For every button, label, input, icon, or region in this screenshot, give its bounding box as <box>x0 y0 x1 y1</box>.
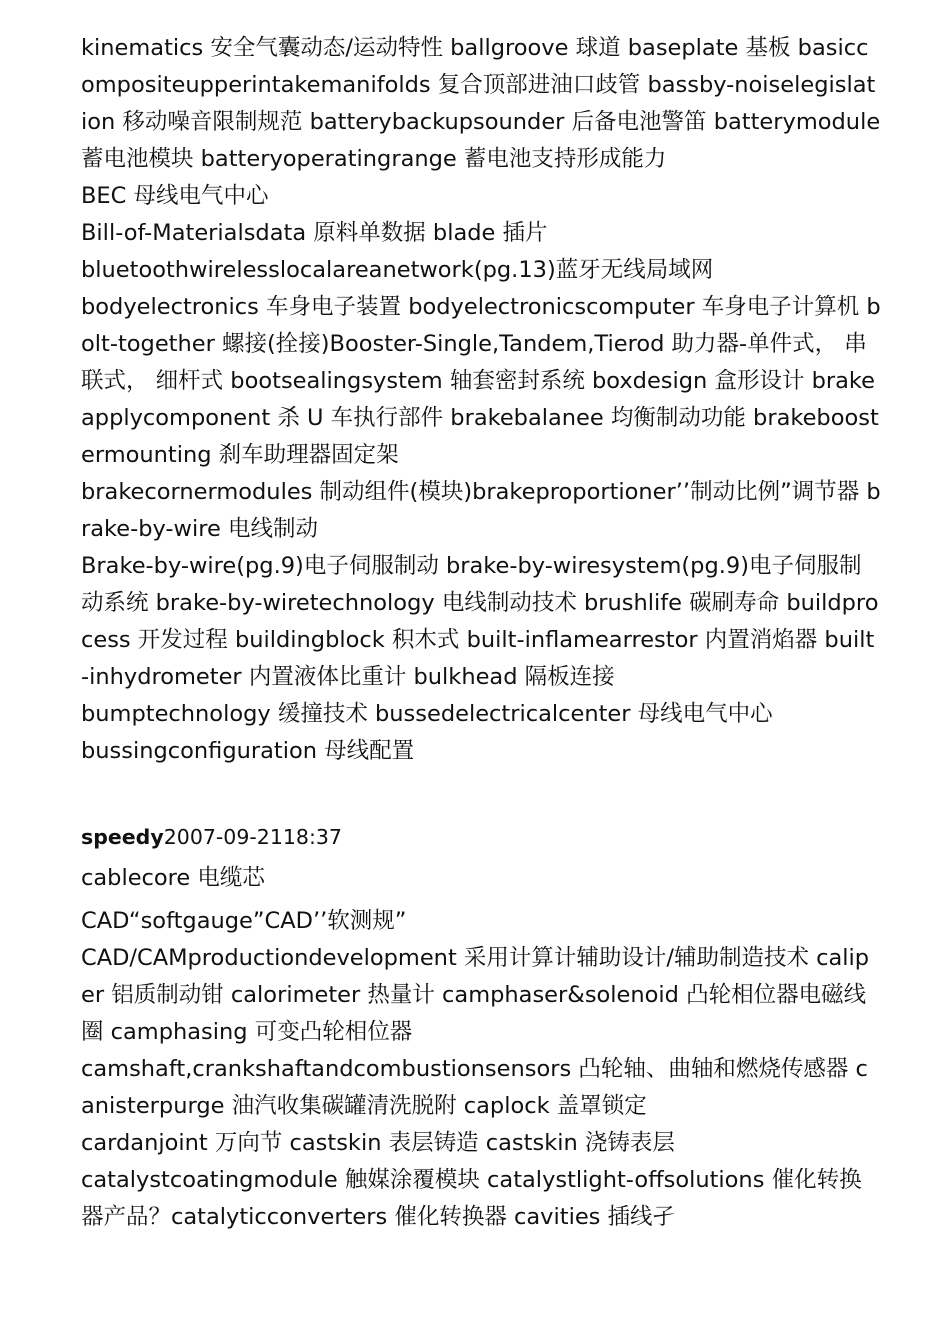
glossary-paragraph: catalystcoatingmodule 触媒涂覆模块 catalystlight-offsolutions 催化转换器产品？catalyticconverters 催化转换器 cavities 插线孑 <box>81 1167 862 1230</box>
glossary-paragraph: cablecore 电缆芯 <box>81 865 265 891</box>
post-timestamp: 2007-09-2118:37 <box>163 825 342 849</box>
glossary-paragraph: BEC 母线电气中心 <box>81 183 269 209</box>
document-page <box>81 30 881 1236</box>
glossary-paragraph: kinematics 安全气囊动态/运动特性 ballgroove 球道 baseplate 基板 basiccompositeupperintakemanifolds 复合顶部进油口歧管 bassby-noiselegislation 移动噪音限制规范 batterybackupsounder 后备电池警笛 batterymodule 蓄电池模块 batteryoperatingrange 蓄电池支持形成能力 <box>81 35 881 172</box>
section-spacer <box>81 770 881 808</box>
post-author: speedy <box>81 825 164 849</box>
glossary-paragraph: Brake-by-wire(pg.9)电子伺服制动 brake-by-wiresystem(pg.9)电子伺服制动系统 brake-by-wiretechnology 电线制动技术 brushlife 碳刷寿命 buildprocess 开发过程 buildingblock 积木式 built-inflamearrestor 内置消焰器 built-inhydrometer 内置液体比重计 bulkhead 隔板连接 <box>81 553 879 690</box>
glossary-paragraph: bodyelectronics 车身电子装置 bodyelectronicscomputer 车身电子计算机 bolt-together 螺接(拴接)Booster-Single,Tandem,Tierod 助力器-单件式， 串联式， 细杆式 bootsealingsystem 轴套密封系统 boxdesign 盒形设计 brakeapplycomponent 杀 U 车执行部件 brakebalanee 均衡制动功能 brakeboostermounting 刹车助理器固定架 <box>81 294 881 468</box>
post-header <box>81 822 881 852</box>
glossary-paragraph: CAD/CAMproductiondevelopment 采用计算计辅助设计/辅助制造技术 caliper 铝质制动钳 calorimeter 热量计 camphaser&solenoid 凸轮相位器电磁线圈 camphasing 可变凸轮相位器 <box>81 945 870 1045</box>
glossary-paragraph: cardanjoint 万向节 castskin 表层铸造 castskin 浇铸表层 <box>81 1130 675 1156</box>
glossary-paragraph: camshaft,crankshaftandcombustionsensors 凸轮轴、曲轴和燃烧传感器 canisterpurge 油汽收集碳罐清洗脱附 caplock 盖罩锁定 <box>81 1056 868 1119</box>
glossary-paragraph: brakecornermodules 制动组件(模块)brakeproportioner’’制动比例”调节器 brake-by-wire 电线制动 <box>81 479 881 542</box>
glossary-paragraph: Bill-of-Materialsdata 原料单数据 blade 插片 <box>81 220 548 246</box>
glossary-section-c <box>81 860 881 1236</box>
glossary-paragraph: bussingconfiguration 母线配置 <box>81 738 415 764</box>
glossary-paragraph: CAD“softgauge”CAD’’软测规” <box>81 908 407 934</box>
glossary-paragraph: bluetoothwirelesslocalareanetwork(pg.13)蓝牙无线局域网 <box>81 257 714 283</box>
glossary-section-b <box>81 30 881 770</box>
glossary-paragraph: bumptechnology 缓撞技术 bussedelectricalcenter 母线电气中心 <box>81 701 773 727</box>
